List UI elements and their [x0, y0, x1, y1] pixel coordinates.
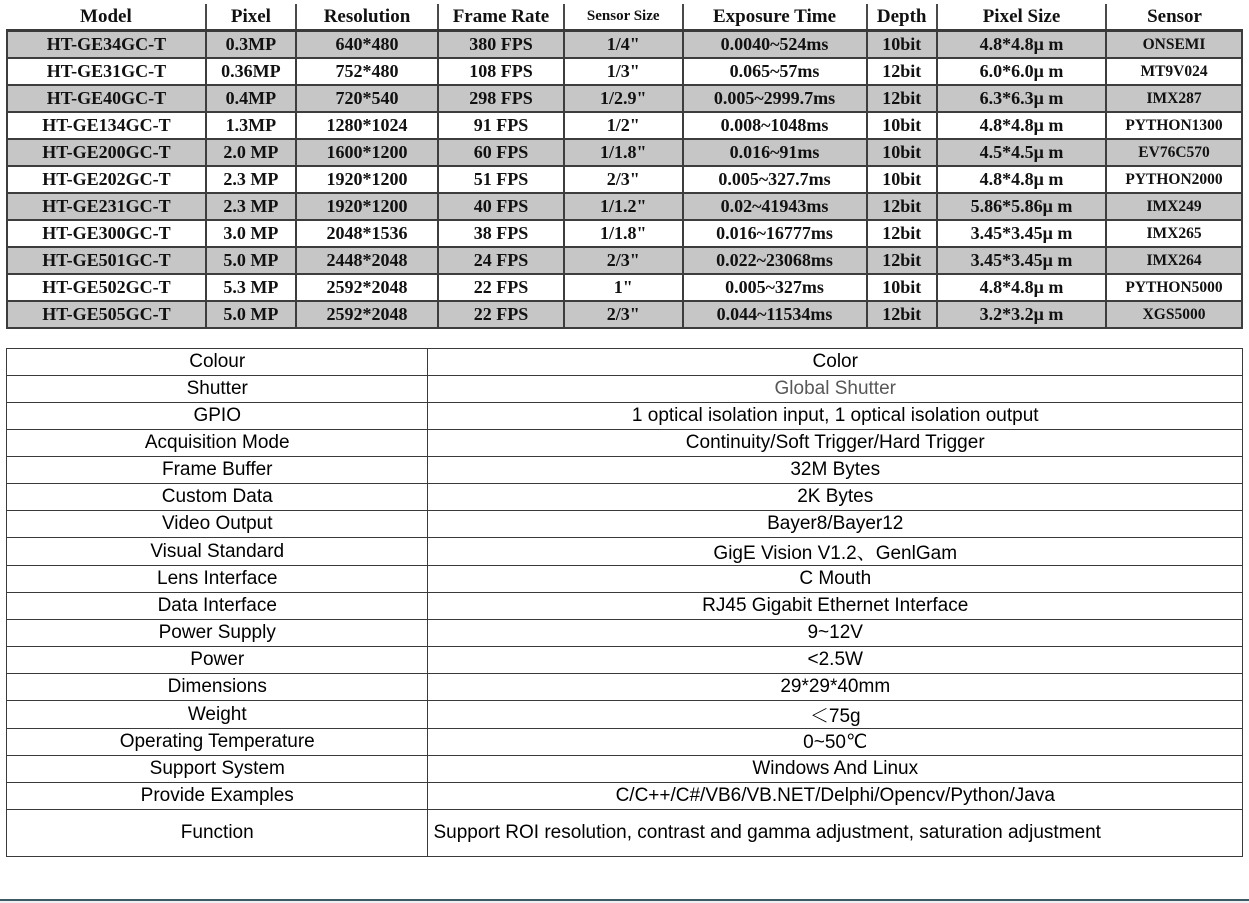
model-name-cell: HT-GE200GC-T	[7, 139, 206, 166]
model-name-cell: HT-GE31GC-T	[7, 58, 206, 85]
model-row	[7, 112, 1242, 139]
model-spec-cell: 10bit	[867, 31, 937, 59]
model-spec-cell: 720*540	[296, 85, 438, 112]
model-spec-cell: 2592*2048	[296, 274, 438, 301]
spec-label: Power	[7, 647, 428, 674]
model-spec-cell: ONSEMI	[1106, 31, 1242, 59]
spec-row	[7, 566, 1243, 593]
model-row	[7, 166, 1242, 193]
spec-label: Weight	[7, 701, 428, 729]
model-name-cell: HT-GE202GC-T	[7, 166, 206, 193]
model-spec-cell: 2.3 MP	[206, 193, 296, 220]
spec-row	[7, 511, 1243, 538]
spec-value: Continuity/Soft Trigger/Hard Trigger	[428, 430, 1243, 457]
model-spec-cell: 1/1.2"	[564, 193, 683, 220]
model-spec-cell: 380 FPS	[438, 31, 564, 59]
common-specs-table	[6, 348, 1243, 857]
model-spec-cell: 5.86*5.86μ m	[937, 193, 1106, 220]
model-spec-cell: 0.4MP	[206, 85, 296, 112]
model-name-cell: HT-GE134GC-T	[7, 112, 206, 139]
spec-row	[7, 756, 1243, 783]
spec-value: Bayer8/Bayer12	[428, 511, 1243, 538]
model-spec-cell: 38 FPS	[438, 220, 564, 247]
spec-label: Acquisition Mode	[7, 430, 428, 457]
spec-row	[7, 430, 1243, 457]
model-spec-cell: 640*480	[296, 31, 438, 59]
spec-value: Global Shutter	[428, 376, 1243, 403]
column-header: Model	[7, 4, 206, 31]
model-spec-cell: PYTHON5000	[1106, 274, 1242, 301]
model-spec-cell: 2048*1536	[296, 220, 438, 247]
model-row	[7, 58, 1242, 85]
spec-value: 1 optical isolation input, 1 optical isolation output	[428, 403, 1243, 430]
column-header: Pixel	[206, 4, 296, 31]
model-spec-cell: 0.022~23068ms	[683, 247, 867, 274]
spec-row	[7, 403, 1243, 430]
spec-label: Colour	[7, 349, 428, 376]
spec-row	[7, 593, 1243, 620]
model-spec-cell: 2/3"	[564, 166, 683, 193]
model-spec-cell: 3.45*3.45μ m	[937, 247, 1106, 274]
model-name-cell: HT-GE505GC-T	[7, 301, 206, 328]
spec-label: Frame Buffer	[7, 457, 428, 484]
spec-label: Operating Temperature	[7, 729, 428, 756]
model-row	[7, 31, 1242, 59]
spec-value: Color	[428, 349, 1243, 376]
spec-row	[7, 810, 1243, 857]
model-spec-cell: 6.3*6.3μ m	[937, 85, 1106, 112]
spec-value: 29*29*40mm	[428, 674, 1243, 701]
model-spec-cell: 10bit	[867, 274, 937, 301]
model-spec-cell: 0.016~91ms	[683, 139, 867, 166]
spec-label: Power Supply	[7, 620, 428, 647]
model-spec-cell: 12bit	[867, 301, 937, 328]
model-spec-cell: 6.0*6.0μ m	[937, 58, 1106, 85]
spec-row	[7, 376, 1243, 403]
model-spec-cell: IMX265	[1106, 220, 1242, 247]
model-spec-cell: 3.2*3.2μ m	[937, 301, 1106, 328]
spec-row	[7, 538, 1243, 566]
model-row	[7, 220, 1242, 247]
model-spec-cell: 51 FPS	[438, 166, 564, 193]
model-spec-cell: 12bit	[867, 193, 937, 220]
model-spec-cell: 752*480	[296, 58, 438, 85]
spec-row	[7, 457, 1243, 484]
model-spec-cell: PYTHON2000	[1106, 166, 1242, 193]
model-name-cell: HT-GE34GC-T	[7, 31, 206, 59]
model-spec-cell: 0.36MP	[206, 58, 296, 85]
model-spec-cell: 12bit	[867, 247, 937, 274]
model-spec-cell: MT9V024	[1106, 58, 1242, 85]
models-header-row	[7, 4, 1242, 31]
spec-row	[7, 729, 1243, 756]
model-spec-cell: 1/1.8"	[564, 139, 683, 166]
model-spec-cell: 4.5*4.5μ m	[937, 139, 1106, 166]
column-header: Depth	[867, 4, 937, 31]
spec-row	[7, 349, 1243, 376]
model-spec-cell: 91 FPS	[438, 112, 564, 139]
spec-value: ＜75g	[428, 701, 1243, 729]
spec-value: 9~12V	[428, 620, 1243, 647]
model-spec-cell: 12bit	[867, 85, 937, 112]
model-spec-cell: 5.0 MP	[206, 247, 296, 274]
model-spec-cell: 2/3"	[564, 247, 683, 274]
model-spec-cell: 3.45*3.45μ m	[937, 220, 1106, 247]
spec-label: Support System	[7, 756, 428, 783]
spec-label: Video Output	[7, 511, 428, 538]
spec-row	[7, 647, 1243, 674]
model-name-cell: HT-GE231GC-T	[7, 193, 206, 220]
spec-row	[7, 620, 1243, 647]
model-spec-cell: 0.005~327.7ms	[683, 166, 867, 193]
model-spec-cell: 2592*2048	[296, 301, 438, 328]
model-spec-cell: 5.0 MP	[206, 301, 296, 328]
model-spec-cell: 1/3"	[564, 58, 683, 85]
model-spec-cell: IMX264	[1106, 247, 1242, 274]
model-spec-cell: 22 FPS	[438, 301, 564, 328]
model-row	[7, 301, 1242, 328]
spec-label: Dimensions	[7, 674, 428, 701]
spec-label: Lens Interface	[7, 566, 428, 593]
model-spec-cell: 0.044~11534ms	[683, 301, 867, 328]
spec-value: 32M Bytes	[428, 457, 1243, 484]
column-header: Exposure Time	[683, 4, 867, 31]
model-spec-cell: 10bit	[867, 166, 937, 193]
spec-value: Windows And Linux	[428, 756, 1243, 783]
model-spec-cell: 1600*1200	[296, 139, 438, 166]
model-spec-cell: 0.02~41943ms	[683, 193, 867, 220]
model-spec-cell: 298 FPS	[438, 85, 564, 112]
model-name-cell: HT-GE502GC-T	[7, 274, 206, 301]
model-spec-cell: 0.3MP	[206, 31, 296, 59]
model-spec-cell: 1"	[564, 274, 683, 301]
model-spec-cell: 2448*2048	[296, 247, 438, 274]
spec-value: Support ROI resolution, contrast and gamma adjustment, saturation adjustment	[428, 810, 1243, 857]
model-name-cell: HT-GE40GC-T	[7, 85, 206, 112]
spec-label: Function	[7, 810, 428, 857]
model-spec-cell: 0.005~2999.7ms	[683, 85, 867, 112]
model-spec-cell: 4.8*4.8μ m	[937, 166, 1106, 193]
model-spec-cell: 22 FPS	[438, 274, 564, 301]
column-header: Pixel Size	[937, 4, 1106, 31]
spec-label: Data Interface	[7, 593, 428, 620]
model-row	[7, 139, 1242, 166]
model-spec-cell: 0.016~16777ms	[683, 220, 867, 247]
model-spec-cell: 0.008~1048ms	[683, 112, 867, 139]
model-spec-cell: IMX249	[1106, 193, 1242, 220]
model-name-cell: HT-GE501GC-T	[7, 247, 206, 274]
camera-models-table	[6, 4, 1243, 329]
model-spec-cell: 10bit	[867, 112, 937, 139]
column-header: Frame Rate	[438, 4, 564, 31]
spec-value: GigE Vision V1.2、GenlGam	[428, 538, 1243, 566]
model-spec-cell: 1280*1024	[296, 112, 438, 139]
spec-value: 0~50℃	[428, 729, 1243, 756]
spec-label: Custom Data	[7, 484, 428, 511]
model-spec-cell: 40 FPS	[438, 193, 564, 220]
model-spec-cell: 1/4"	[564, 31, 683, 59]
model-spec-cell: 12bit	[867, 220, 937, 247]
model-row	[7, 274, 1242, 301]
model-spec-cell: 24 FPS	[438, 247, 564, 274]
spec-label: Shutter	[7, 376, 428, 403]
model-spec-cell: 1920*1200	[296, 166, 438, 193]
model-spec-cell: 12bit	[867, 58, 937, 85]
model-spec-cell: 1/2"	[564, 112, 683, 139]
model-spec-cell: 2/3"	[564, 301, 683, 328]
model-spec-cell: 2.0 MP	[206, 139, 296, 166]
column-header: Sensor	[1106, 4, 1242, 31]
column-header: Resolution	[296, 4, 438, 31]
spec-value: RJ45 Gigabit Ethernet Interface	[428, 593, 1243, 620]
spec-label: GPIO	[7, 403, 428, 430]
model-spec-cell: PYTHON1300	[1106, 112, 1242, 139]
spec-value: <2.5W	[428, 647, 1243, 674]
model-spec-cell: 108 FPS	[438, 58, 564, 85]
model-row	[7, 247, 1242, 274]
model-spec-cell: 0.065~57ms	[683, 58, 867, 85]
model-spec-cell: 1/1.8"	[564, 220, 683, 247]
model-spec-cell: 1920*1200	[296, 193, 438, 220]
model-spec-cell: 5.3 MP	[206, 274, 296, 301]
spec-value: C/C++/C#/VB6/VB.NET/Delphi/Opencv/Python/Java	[428, 783, 1243, 810]
model-spec-cell: 4.8*4.8μ m	[937, 31, 1106, 59]
spec-label: Visual Standard	[7, 538, 428, 566]
spec-row	[7, 701, 1243, 729]
model-spec-cell: 4.8*4.8μ m	[937, 274, 1106, 301]
spec-row	[7, 674, 1243, 701]
model-spec-cell: IMX287	[1106, 85, 1242, 112]
spec-value: 2K Bytes	[428, 484, 1243, 511]
model-spec-cell: 10bit	[867, 139, 937, 166]
model-spec-cell: 1.3MP	[206, 112, 296, 139]
spec-row	[7, 484, 1243, 511]
model-spec-cell: 0.005~327ms	[683, 274, 867, 301]
model-row	[7, 193, 1242, 220]
spec-label: Provide Examples	[7, 783, 428, 810]
model-name-cell: HT-GE300GC-T	[7, 220, 206, 247]
model-spec-cell: 60 FPS	[438, 139, 564, 166]
model-spec-cell: 0.0040~524ms	[683, 31, 867, 59]
bottom-accent-bar	[0, 893, 1249, 903]
spec-row	[7, 783, 1243, 810]
model-row	[7, 85, 1242, 112]
model-spec-cell: 3.0 MP	[206, 220, 296, 247]
model-spec-cell: 1/2.9"	[564, 85, 683, 112]
spec-value: C Mouth	[428, 566, 1243, 593]
model-spec-cell: EV76C570	[1106, 139, 1242, 166]
model-spec-cell: 4.8*4.8μ m	[937, 112, 1106, 139]
model-spec-cell: XGS5000	[1106, 301, 1242, 328]
model-spec-cell: 2.3 MP	[206, 166, 296, 193]
column-header: Sensor Size	[564, 4, 683, 31]
